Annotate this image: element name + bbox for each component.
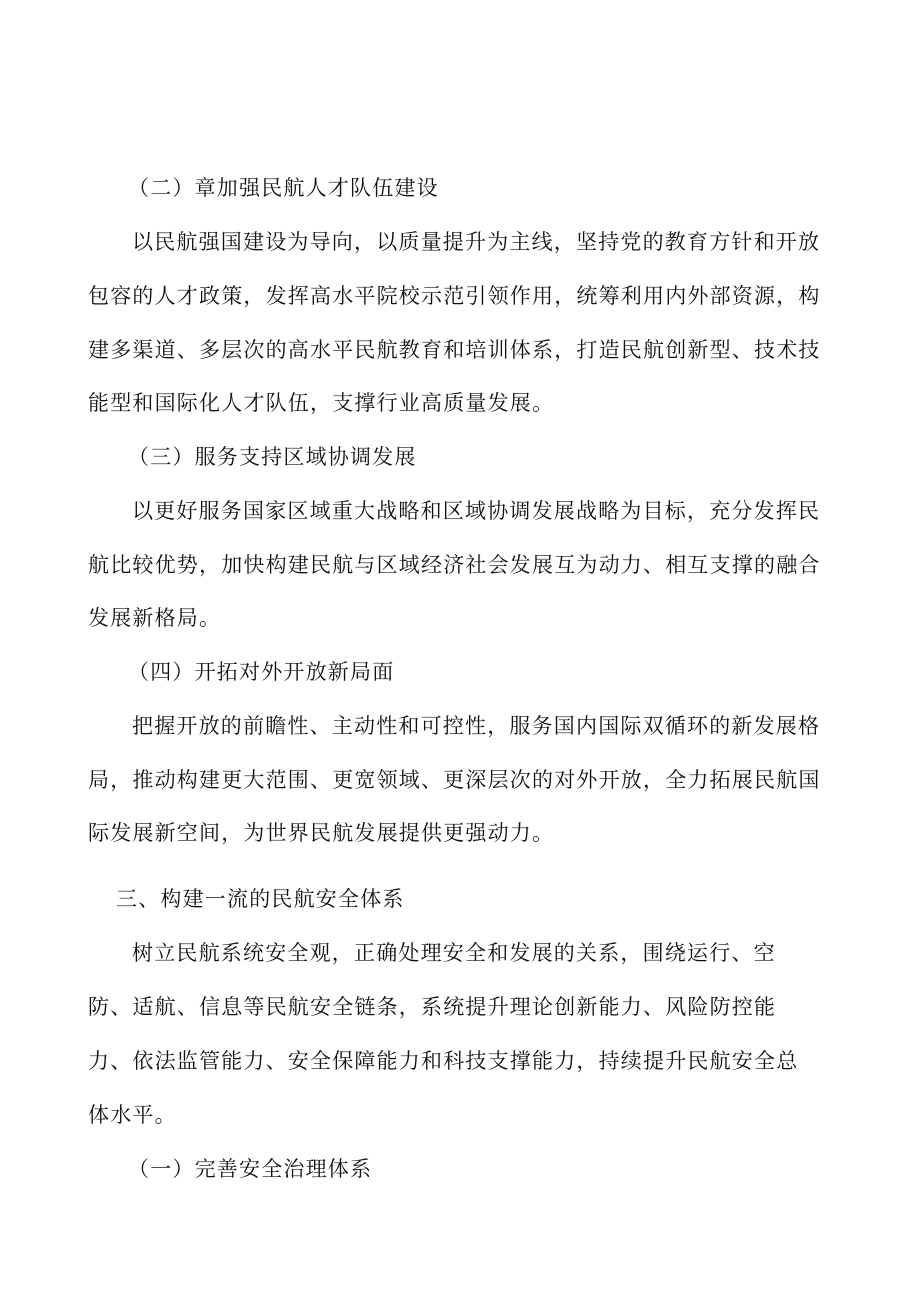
- subheading-regional: （三）服务支持区域协调发展: [128, 445, 417, 469]
- paragraph-line: 航比较优势，加快构建民航与区域经济社会发展互为动力、相互支撑的融合: [88, 553, 821, 577]
- paragraph-line: 力、依法监管能力、安全保障能力和科技支撑能力，持续提升民航安全总: [88, 1049, 799, 1073]
- paragraph-line: 能型和国际化人才队伍，支撑行业高质量发展。: [88, 391, 555, 415]
- paragraph-line: 局，推动构建更大范围、更宽领域、更深层次的对外开放，全力拓展民航国: [88, 768, 821, 792]
- paragraph-line: 以更好服务国家区域重大战略和区域协调发展战略为目标，充分发挥民: [132, 499, 821, 523]
- subheading-talent: （二）章加强民航人才队伍建设: [128, 176, 439, 200]
- paragraph-line: 以民航强国建设为导向，以质量提升为主线，坚持党的教育方针和开放: [132, 230, 821, 254]
- paragraph-line: 把握开放的前瞻性、主动性和可控性，服务国内国际双循环的新发展格: [132, 714, 821, 738]
- paragraph-line: 包容的人才政策，发挥高水平院校示范引领作用，统筹利用内外部资源，构: [88, 284, 821, 308]
- paragraph-line: 体水平。: [88, 1103, 177, 1127]
- section-heading-safety: 三、构建一流的民航安全体系: [116, 887, 405, 911]
- subheading-governance: （一）完善安全治理体系: [128, 1157, 373, 1181]
- paragraph-line: 防、适航、信息等民航安全链条，系统提升理论创新能力、风险防控能: [88, 995, 777, 1019]
- paragraph-line: 树立民航系统安全观，正确处理安全和发展的关系，围绕运行、空: [132, 941, 776, 965]
- subheading-opening: （四）开拓对外开放新局面: [128, 660, 395, 684]
- paragraph-line: 发展新格局。: [88, 606, 222, 630]
- paragraph-line: 建多渠道、多层次的高水平民航教育和培训体系，打造民航创新型、技术技: [88, 338, 821, 362]
- paragraph-line: 际发展新空间，为世界民航发展提供更强动力。: [88, 821, 555, 845]
